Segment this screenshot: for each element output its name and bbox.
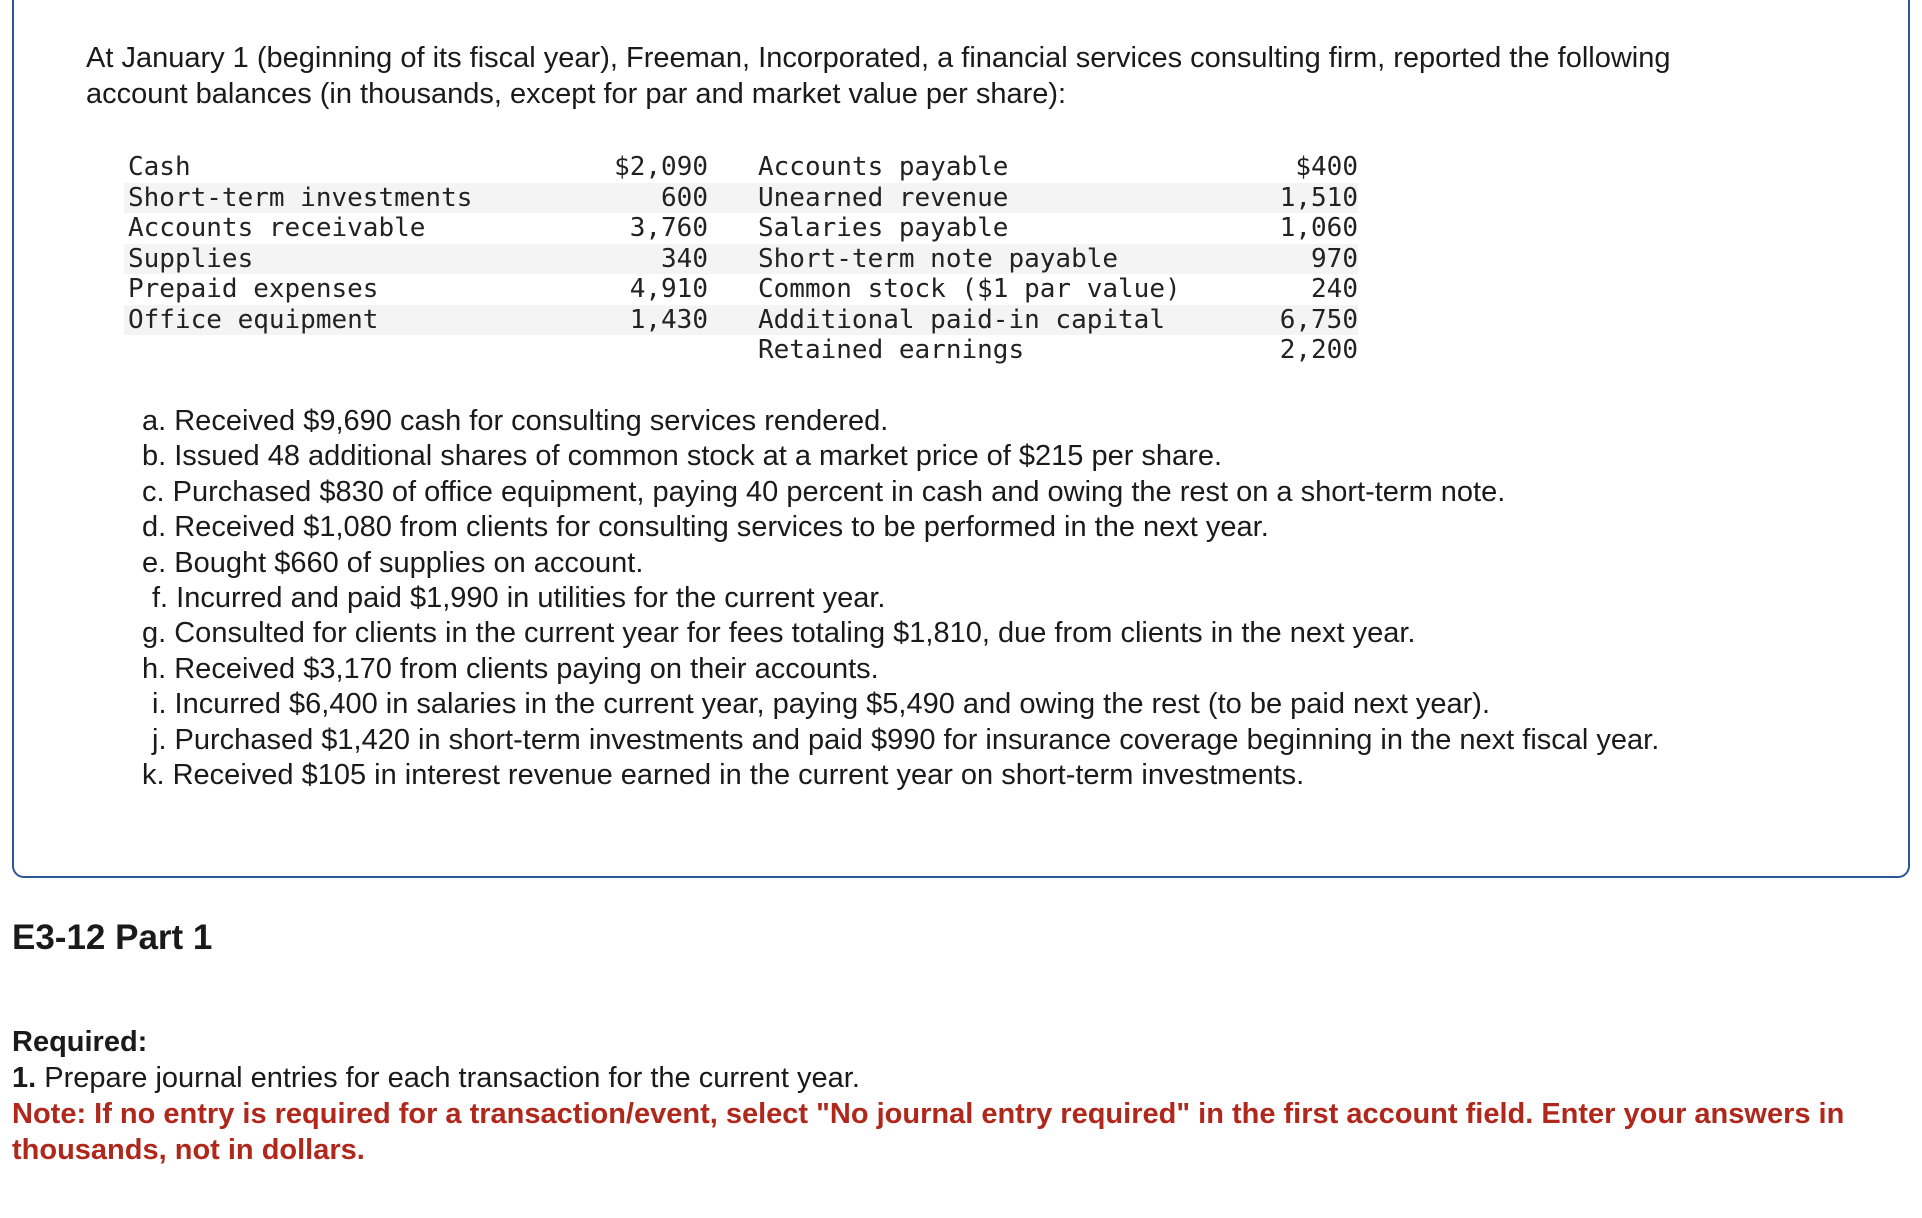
transaction-item: d. Received $1,080 from clients for consulting services to be performed in the next year. bbox=[142, 511, 1269, 544]
column-pad bbox=[1358, 244, 1374, 275]
left-account-value: 1,430 bbox=[583, 305, 708, 336]
left-account-value: $2,090 bbox=[614, 152, 708, 182]
column-gap bbox=[708, 335, 758, 366]
required-item-number: 1. bbox=[12, 1062, 37, 1094]
balance-row bbox=[124, 244, 1374, 275]
balance-row bbox=[124, 305, 1374, 336]
right-account-value: 1,510 bbox=[1223, 183, 1358, 214]
transactions-list bbox=[142, 404, 1659, 793]
transaction-item: f. Incurred and paid $1,990 in utilities for the current year. bbox=[152, 582, 886, 615]
left-account-name bbox=[124, 335, 583, 366]
left-account-name: Office equipment bbox=[124, 305, 583, 336]
left-account-name: Supplies bbox=[124, 244, 583, 275]
required-label: Required: bbox=[12, 1026, 148, 1058]
right-account-value: 6,750 bbox=[1223, 305, 1358, 336]
left-account-value: 3,760 bbox=[629, 213, 708, 243]
left-account-name: Accounts receivable bbox=[128, 213, 426, 243]
right-account-value: $400 bbox=[1295, 152, 1358, 182]
transaction-item: i. Incurred $6,400 in salaries in the current year, paying $5,490 and owing the rest (to be paid next year). bbox=[152, 688, 1491, 721]
right-account-name: Retained earnings bbox=[758, 335, 1025, 365]
column-gap bbox=[708, 213, 758, 244]
right-account-name: Short-term note payable bbox=[758, 244, 1223, 275]
right-account-name: Common stock ($1 par value) bbox=[758, 274, 1181, 304]
transaction-item: c. Purchased $830 of office equipment, paying 40 percent in cash and owing the rest on a short-term note. bbox=[142, 475, 1506, 508]
column-pad bbox=[1358, 152, 1374, 183]
transaction-item: e. Bought $660 of supplies on account. bbox=[142, 546, 644, 579]
left-account-value: 600 bbox=[583, 183, 708, 214]
column-gap bbox=[708, 305, 758, 336]
column-gap bbox=[708, 274, 758, 305]
required-item bbox=[12, 1060, 1912, 1096]
column-gap bbox=[708, 152, 758, 183]
required-note: Note: If no entry is required for a transaction/event, select "No journal entry required" in the first account field. Enter your answers in thousands, not in dollars. bbox=[12, 1098, 1845, 1166]
left-account-value bbox=[583, 335, 708, 366]
column-gap bbox=[708, 244, 758, 275]
column-pad bbox=[1358, 274, 1374, 305]
right-account-name: Unearned revenue bbox=[758, 183, 1223, 214]
right-account-name: Additional paid-in capital bbox=[758, 305, 1223, 336]
balance-row bbox=[124, 183, 1374, 214]
right-account-name: Accounts payable bbox=[758, 152, 1009, 182]
transaction-item: g. Consulted for clients in the current year for fees totaling $1,810, due from clients in the next year. bbox=[142, 617, 1416, 650]
transaction-item: k. Received $105 in interest revenue earned in the current year on short-term investments. bbox=[142, 759, 1305, 792]
right-account-name: Salaries payable bbox=[758, 213, 1009, 243]
column-pad bbox=[1358, 183, 1374, 214]
balance-row bbox=[124, 335, 1374, 366]
account-balances-table bbox=[124, 152, 1374, 366]
required-item-text: Prepare journal entries for each transaction for the current year. bbox=[36, 1062, 860, 1094]
left-account-value: 4,910 bbox=[629, 274, 708, 304]
column-gap bbox=[708, 183, 758, 214]
column-pad bbox=[1358, 213, 1374, 244]
transaction-item: j. Purchased $1,420 in short-term investments and paid $990 for insurance coverage beginning in the next fiscal year. bbox=[152, 723, 1660, 756]
balance-row bbox=[124, 274, 1374, 305]
balance-row bbox=[124, 152, 1374, 183]
left-account-name: Prepaid expenses bbox=[128, 274, 379, 304]
transaction-item: b. Issued 48 additional shares of common stock at a market price of $215 per share. bbox=[142, 440, 1223, 473]
left-account-name: Short-term investments bbox=[124, 183, 583, 214]
left-account-name: Cash bbox=[128, 152, 191, 182]
transaction-item: a. Received $9,690 cash for consulting services rendered. bbox=[142, 405, 889, 437]
part-title: E3-12 Part 1 bbox=[12, 918, 213, 957]
column-pad bbox=[1358, 305, 1374, 336]
intro-text: At January 1 (beginning of its fiscal year), Freeman, Incorporated, a financial services consulting firm, reported the following account balances (in thousands, except for par and market value per share): bbox=[86, 42, 1671, 110]
right-account-value: 240 bbox=[1311, 274, 1358, 304]
balance-row bbox=[124, 213, 1374, 244]
transaction-item: h. Received $3,170 from clients paying on their accounts. bbox=[142, 652, 879, 685]
column-pad bbox=[1358, 335, 1374, 366]
left-account-value: 340 bbox=[583, 244, 708, 275]
right-account-value: 970 bbox=[1223, 244, 1358, 275]
required-section bbox=[12, 1024, 1912, 1168]
right-account-value: 2,200 bbox=[1279, 335, 1358, 365]
right-account-value: 1,060 bbox=[1279, 213, 1358, 243]
